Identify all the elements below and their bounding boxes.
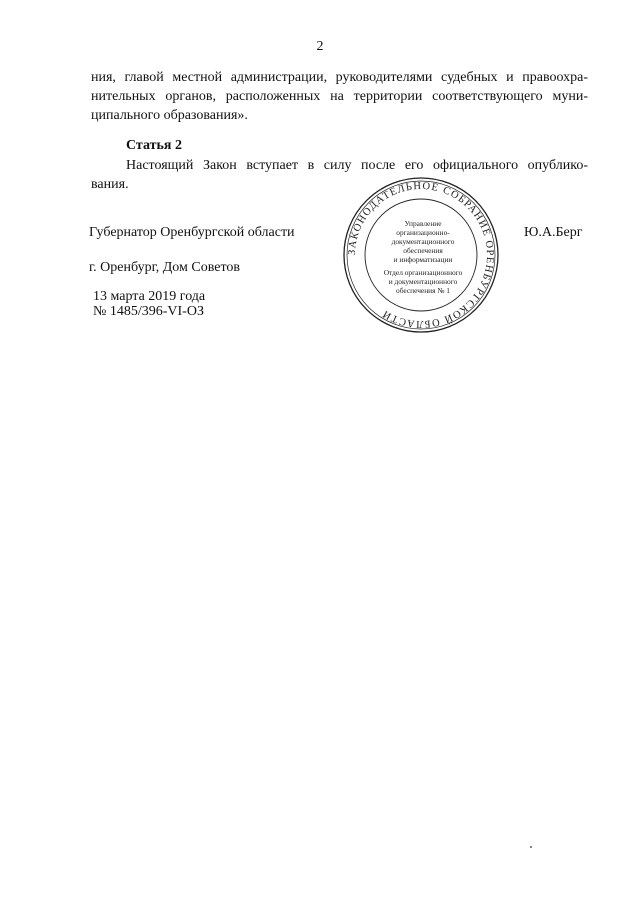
svg-text:и информатизации: и информатизации <box>393 255 453 264</box>
article-line-2: вания. <box>91 177 129 192</box>
body-line-2: нительных органов, расположенных на территории соответствующего муни- <box>91 89 588 104</box>
article-heading: Статья 2 <box>126 138 182 153</box>
body-line-1: ния, главой местной администрации, руководителями судебных и правоохра- <box>91 70 588 85</box>
article-line-1: Настоящий Закон вступает в силу после его официального опублико- <box>126 158 588 173</box>
body-line-3: ципального образования». <box>91 108 248 123</box>
svg-text:и документационного: и документационного <box>388 277 458 286</box>
official-seal <box>341 175 501 335</box>
page-number: 2 <box>316 39 324 54</box>
svg-text:организационно-: организационно- <box>396 228 450 237</box>
svg-text:Отдел организационного: Отдел организационного <box>383 268 463 277</box>
signatory-name: Ю.А.Берг <box>524 225 583 240</box>
signatory-title: Губернатор Оренбургской области <box>89 225 295 240</box>
scan-speck <box>530 846 532 848</box>
law-number: № 1485/396-VI-ОЗ <box>93 304 204 319</box>
svg-text:Управление: Управление <box>404 219 442 228</box>
svg-text:ЗАКОНОДАТЕЛЬНОЕ СОБРАНИЕ ОРЕНБ: ЗАКОНОДАТЕЛЬНОЕ СОБРАНИЕ ОРЕНБУРГСКОЙ ОБЛАСТИ <box>346 180 496 330</box>
signing-date: 13 марта 2019 года <box>93 289 206 304</box>
svg-text:документационного: документационного <box>391 237 455 246</box>
svg-text:обеспечения № 1: обеспечения № 1 <box>396 286 450 295</box>
svg-text:обеспечения: обеспечения <box>403 246 443 255</box>
place-of-signing: г. Оренбург, Дом Советов <box>89 260 240 275</box>
